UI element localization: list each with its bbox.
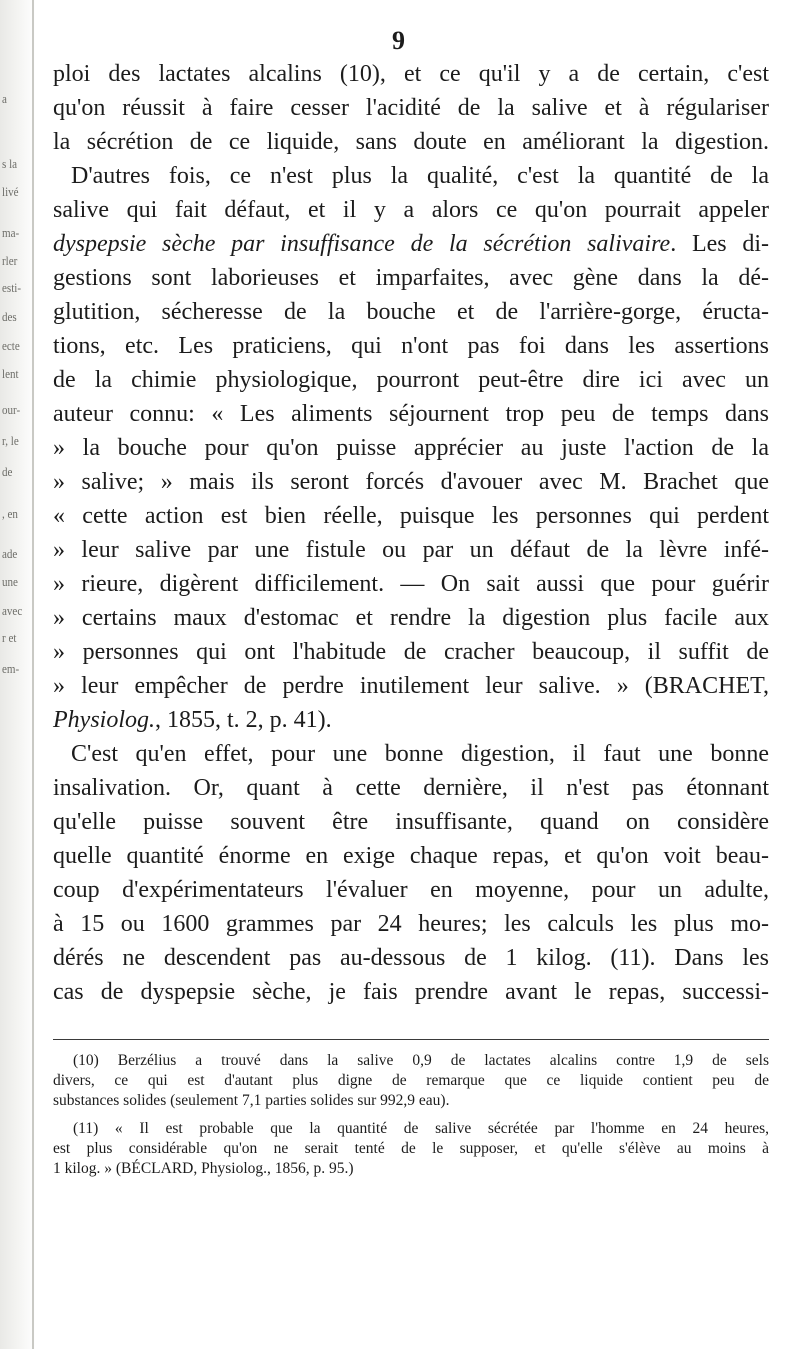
text-line: à 15 ou 1600 grammes par 24 heures; les calculs les plus mo- <box>53 911 769 937</box>
bleed-text: ecte <box>2 338 20 353</box>
text-fragment: . Les di- <box>670 231 770 257</box>
bleed-text: esti- <box>2 280 22 295</box>
text-line: insalivation. Or, quant à cette dernière, il n'est pas étonnant <box>53 775 769 801</box>
text-line: » leur salive par une fistule ou par un défaut de la lèvre infé- <box>53 537 769 563</box>
footnote-line: (10) Berzélius a trouvé dans la salive 0,9 de lactates alcalins contre 1,9 de sels <box>73 1052 769 1069</box>
text-line: « cette action est bien réelle, puisque les personnes qui perdent <box>53 503 769 529</box>
bleed-text: r et <box>2 630 17 645</box>
text-line: qu'on réussit à faire cesser l'acidité de la salive et à régulariser <box>53 95 769 121</box>
footnote-separator <box>53 1039 769 1040</box>
text-line: la sécrétion de ce liquide, sans doute en améliorant la digestion. <box>53 129 769 155</box>
text-fragment: , 1855, t. 2, p. 41). <box>155 707 332 733</box>
body-text <box>53 57 769 1009</box>
text-line: qu'elle puisse souvent être insuffisante, quand on considère <box>53 809 769 835</box>
text-line: tions, etc. Les praticiens, qui n'ont pas foi dans les assertions <box>53 333 769 359</box>
bleed-text: de <box>2 464 13 479</box>
bleed-text: rler <box>2 253 18 268</box>
text-line: ploi des lactates alcalins (10), et ce qu'il y a de certain, c'est <box>53 61 769 87</box>
text-line: » personnes qui ont l'habitude de cracher beaucoup, il suffit de <box>53 639 769 665</box>
bleed-text: r, le <box>2 433 19 448</box>
text-line: » certains maux d'estomac et rendre la digestion plus facile aux <box>53 605 769 631</box>
text-line: cas de dyspepsie sèche, je fais prendre avant le repas, successi- <box>53 979 769 1005</box>
binding-edge <box>32 0 34 1349</box>
text-line: » rieure, digèrent difficilement. — On sait aussi que pour guérir <box>53 571 769 597</box>
text-line: glutition, sécheresse de la bouche et de l'arrière-gorge, éructa- <box>53 299 769 325</box>
bleed-text: une <box>2 574 18 589</box>
italic-phrase: dyspepsie sèche par insuffisance de la sécrétion salivaire <box>53 231 671 257</box>
italic-phrase: Physiolog. <box>53 707 155 733</box>
text-line: D'autres fois, ce n'est plus la qualité, c'est la quantité de la <box>71 163 769 189</box>
bleed-text: our- <box>2 402 21 417</box>
bleed-text: , en <box>2 506 18 521</box>
footnotes <box>53 1051 769 1179</box>
text-line: salive qui fait défaut, et il y a alors ce qu'on pourrait appeler <box>53 197 769 223</box>
text-line: » salive; » mais ils seront forcés d'avouer avec M. Brachet que <box>53 469 769 495</box>
footnote-line: substances solides (seulement 7,1 parties solides sur 992,9 eau). <box>53 1092 450 1109</box>
text-line: » la bouche pour qu'on puisse apprécier au juste l'action de la <box>53 435 769 461</box>
text-line: quelle quantité énorme en exige chaque repas, et qu'on voit beau- <box>53 843 769 869</box>
bleed-text: a <box>2 91 7 106</box>
bleed-text: des <box>2 309 17 324</box>
bleed-text: ade <box>2 546 18 561</box>
bleed-text: em- <box>2 661 20 676</box>
text-line: C'est qu'en effet, pour une bonne digestion, il faut une bonne <box>71 741 769 767</box>
bleed-text: ma- <box>2 225 20 240</box>
bleed-text: avec <box>2 603 23 618</box>
text-line <box>53 227 769 261</box>
bleed-text: s la <box>2 156 18 171</box>
bleed-text: lent <box>2 366 19 381</box>
footnote-line: est plus considérable qu'on ne serait tenté de le supposer, et qu'elle s'élève au moins à <box>53 1140 769 1157</box>
text-line <box>53 703 769 737</box>
text-line: dérés ne descendent pas au-dessous de 1 kilog. (11). Dans les <box>53 945 769 971</box>
text-line: auteur connu: « Les aliments séjournent trop peu de temps dans <box>53 401 769 427</box>
bleed-text: livé <box>2 184 19 199</box>
text-line: gestions sont laborieuses et imparfaites, avec gène dans la dé- <box>53 265 769 291</box>
text-line: coup d'expérimentateurs l'évaluer en moyenne, pour un adulte, <box>53 877 769 903</box>
footnote-line: 1 kilog. » (BÉCLARD, Physiolog., 1856, p. 95.) <box>53 1160 354 1177</box>
footnote-line: (11) « Il est probable que la quantité de salive sécrétée par l'homme en 24 heures, <box>73 1120 769 1137</box>
text-line: de la chimie physiologique, pourront peut-être dire ici avec un <box>53 367 769 393</box>
footnote-line: divers, ce qui est d'autant plus digne de remarque que ce liquide contient peu de <box>53 1072 769 1089</box>
page-number: 9 <box>392 26 405 55</box>
text-line: » leur empêcher de perdre inutilement leur salive. » (BRACHET, <box>53 673 769 699</box>
footnote-gap <box>53 1111 769 1119</box>
